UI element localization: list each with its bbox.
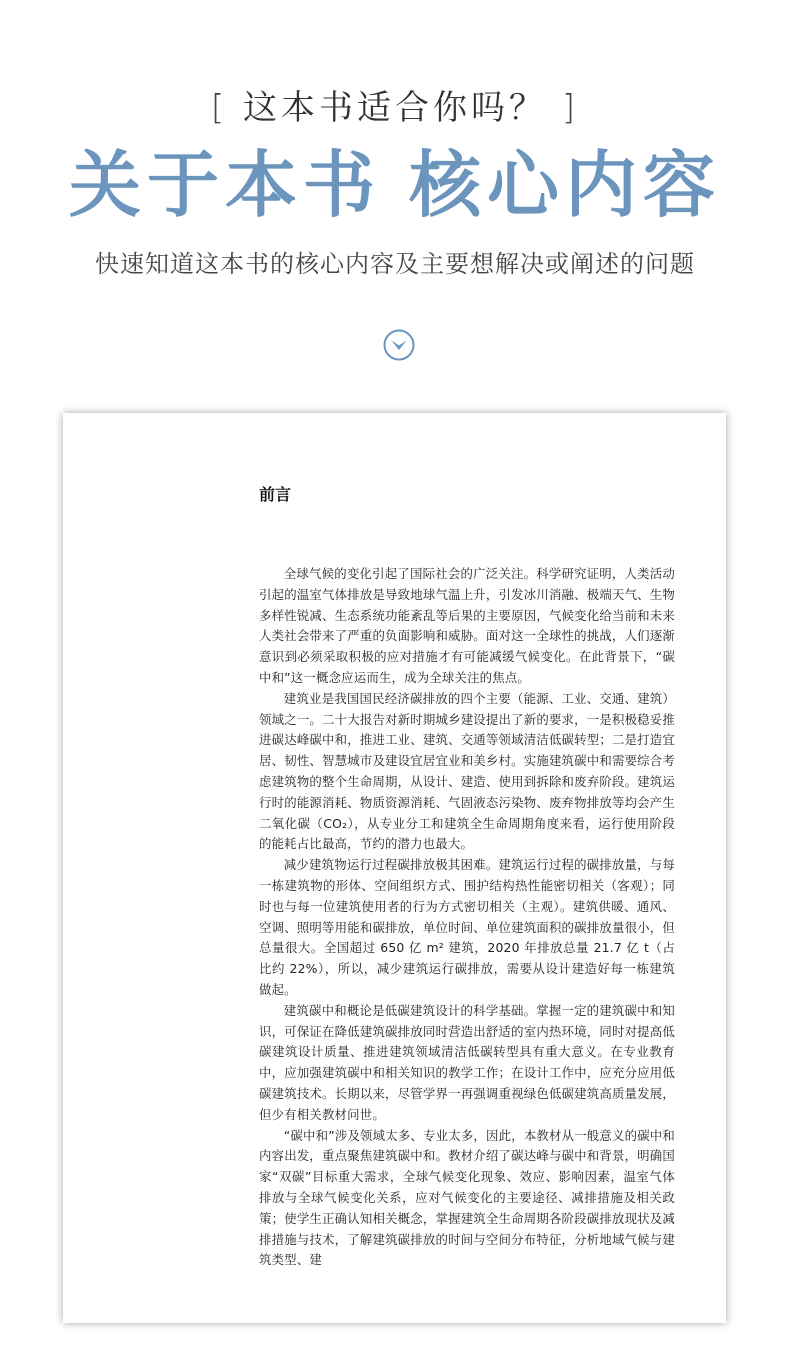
paragraph: 减少建筑物运行过程碳排放极其困难。建筑运行过程的碳排放量，与每一栋建筑物的形体、空间组织方式、围护结构热性能密切相关（客观）；同时也与每一位建筑使用者的行为方式密切相关（主观）。建筑供暖、通风、空调、照明等用能和碳排放，单位时间、单位建筑面积的碳排放量很小，但总量很大。全国超过 650 亿 m² 建筑，2020 年排放总量 21.7 亿 t（占比约 22%），所以，减少建筑运行碳排放，需要从设计建造好每一栋建筑做起。	[259, 857, 675, 997]
title-part-2: 核心内容	[409, 142, 722, 227]
question-line	[0, 80, 790, 129]
hero-section	[0, 0, 790, 400]
paragraph: 建筑业是我国国民经济碳排放的四个主要（能源、工业、交通、建筑）领域之一。二十大报告对新时期城乡建设提出了新的要求，一是积极稳妥推进碳达峰碳中和，推进工业、建筑、交通等领域清洁低碳转型；二是打造宜居、韧性、智慧城市及建设宜居宜业和美乡村。实施建筑碳中和需要综合考虑建筑物的整个生命周期，从设计、建造、使用到拆除和废弃阶段。建筑运行时的能源消耗、物质资源消耗、气固液态污染物、废弃物排放等均会产生二氧化碳（CO₂），从专业分工和建筑全生命周期角度来看，运行使用阶段的能耗占比最高，节约的潜力也最大。	[259, 690, 675, 852]
paragraph: “碳中和”涉及领域太多、专业太多，因此，本教材从一般意义的碳中和内容出发，重点聚焦建筑碳中和。教材介绍了碳达峰与碳中和背景，明确国家“双碳”目标重大需求，全球气候变化现象、效应、影响因素，温室气体排放与全球气候变化关系，应对气候变化的主要途径、减排措施及相关政策；使学生正确认知相关概念，掌握建筑全生命周期各阶段碳排放现状及减排措施与技术，了解建筑碳排放的时间与空间分布特征，分析地域气候与建筑类型、建	[259, 1127, 675, 1268]
bracket-right: ]	[561, 88, 580, 128]
paragraph: 建筑碳中和概论是低碳建筑设计的科学基础。掌握一定的建筑碳中和知识，可保证在降低建筑碳排放同时营造出舒适的室内热环境，同时对提高低碳建筑设计质量、推进建筑领域清洁低碳转型具有重大意义。在专业教育中，应加强建筑碳中和相关知识的教学工作；在设计工作中，应充分应用低碳建筑技术。长期以来，尽管学界一再强调重视绿色低碳建筑高质量发展，但少有相关教材问世。	[259, 1002, 675, 1122]
preface-heading: 前言	[259, 485, 292, 504]
subtitle: 快速知道这本书的核心内容及主要想解决或阐述的问题	[95, 250, 695, 278]
paragraph: 全球气候的变化引起了国际社会的广泛关注。科学研究证明，人类活动引起的温室气体排放是导致地球气温上升，引发冰川消融、极端天气、生物多样性锐减、生态系统功能紊乱等后果的主要原因，气候变化给当前和未来人类社会带来了严重的负面影响和威胁。面对这一全球性的挑战，人们逐渐意识到必须采取积极的应对措施才有可能减缓气候变化。在此背景下，“碳中和”这一概念应运而生，成为全球关注的焦点。	[259, 566, 675, 685]
preface-body	[259, 564, 675, 1271]
main-title	[0, 140, 790, 230]
bracket-left: [	[210, 88, 229, 128]
book-page-card	[63, 413, 726, 1323]
title-part-1: 关于本书	[68, 142, 381, 227]
question-text: 这本书适合你吗？	[243, 88, 547, 128]
chevron-down-circle-icon[interactable]	[383, 329, 415, 361]
